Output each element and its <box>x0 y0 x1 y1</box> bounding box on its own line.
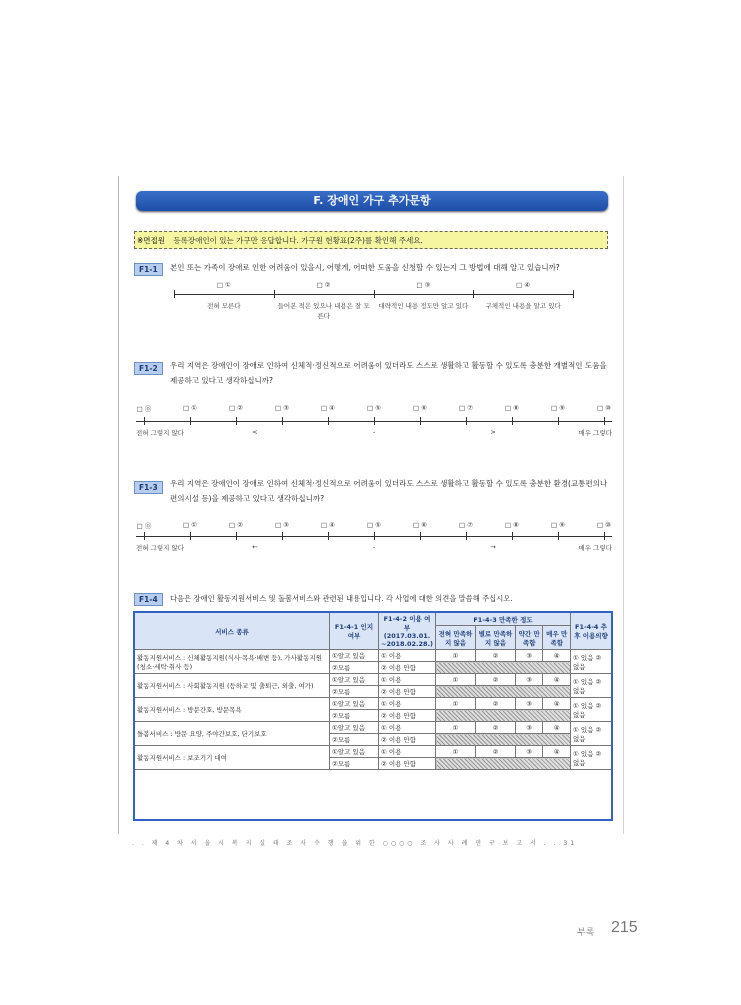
option-checkbox[interactable]: □ ③ <box>274 521 290 529</box>
scale-anchor-label: 매우 그렇다 <box>578 429 612 437</box>
table-row <box>135 674 612 686</box>
satisfaction-option[interactable]: ① <box>436 650 476 662</box>
awareness-option[interactable]: ②모름 <box>330 758 379 770</box>
right-border <box>623 176 624 834</box>
scale-anchor-label: 매우 그렇다 <box>578 544 612 552</box>
note-text: 등록장애인이 있는 가구만 응답합니다. 가구원 현황표(2주)를 확인해 주세요. <box>173 236 423 245</box>
left-border <box>118 176 119 834</box>
satisfaction-option[interactable]: ④ <box>543 722 571 734</box>
satisfaction-option[interactable]: ① <box>436 674 476 686</box>
satisfaction-option[interactable]: ③ <box>515 746 543 758</box>
option-checkbox[interactable]: □ ② <box>316 281 331 289</box>
note-tag: ※면접원 <box>137 236 166 245</box>
scale-anchor-label: 구체적인 내용을 알고 있다 <box>485 302 561 310</box>
satisfaction-option[interactable]: ② <box>475 698 515 710</box>
satisfaction-option[interactable]: ① <box>436 746 476 758</box>
service-name-cell: 활동지원서비스 : 보조기기 대여 <box>135 746 330 770</box>
option-checkbox[interactable]: □ ⑨ <box>550 521 566 529</box>
usage-option[interactable]: ① 이용 <box>379 722 436 734</box>
scale-tick <box>190 532 191 540</box>
awareness-option[interactable]: ①알고 있음 <box>330 698 379 710</box>
satisfaction-option[interactable]: ③ <box>515 722 543 734</box>
option-checkbox[interactable]: □ ② <box>228 521 244 529</box>
usage-option[interactable]: ① 이용 <box>379 746 436 758</box>
scale-tick <box>604 532 605 540</box>
header-sat-2: 별로 만족하지 않음 <box>475 626 515 650</box>
question-text-f1-1: 본인 또는 가족이 장애로 인한 어려움이 있을시, 어떻게, 어떠한 도움을 신청할 수 있는지 그 방법에 대해 알고 있습니까? <box>170 263 560 272</box>
scale-anchor-label: 전혀 그렇지 않다 <box>136 544 185 552</box>
awareness-option[interactable]: ①알고 있음 <box>330 674 379 686</box>
service-name-cell: 활동지원서비스 : 사회활동지원 (등하교 및 출퇴근, 외출, 여가) <box>135 674 330 698</box>
section-title: F. 장애인 가구 추가문항 <box>136 191 608 211</box>
option-checkbox[interactable]: □ ④ <box>320 521 336 529</box>
scale-tick <box>236 532 237 540</box>
awareness-option[interactable]: ①알고 있음 <box>330 722 379 734</box>
question-label-f1-1: F1-1 <box>134 263 163 276</box>
table-row <box>135 746 612 758</box>
option-checkbox[interactable]: □ ⑦ <box>458 521 474 529</box>
option-checkbox[interactable]: □ ⑤ <box>366 404 382 412</box>
intent-option[interactable]: ① 있음 ② 없음 <box>571 746 612 770</box>
header-sat-1: 전혀 만족하지 않음 <box>436 626 476 650</box>
scale-tick <box>144 532 145 540</box>
satisfaction-option[interactable]: ③ <box>515 650 543 662</box>
awareness-option[interactable]: ②모름 <box>330 686 379 698</box>
intent-option[interactable]: ① 있음 ② 없음 <box>571 698 612 722</box>
scale-tick <box>374 417 375 425</box>
question-label-f1-2: F1-2 <box>134 362 163 375</box>
scale-tick <box>604 417 605 425</box>
usage-option[interactable]: ② 이용 안함 <box>379 686 436 698</box>
scale-tick <box>282 417 283 425</box>
header-awareness: F1-4-1 인지 여부 <box>330 613 379 650</box>
scale-tick <box>420 417 421 425</box>
scale-tick <box>282 532 283 540</box>
hatched-cell <box>436 710 571 722</box>
table-row <box>135 650 612 662</box>
scale-tick <box>174 290 175 298</box>
scale-tick <box>420 532 421 540</box>
scale-anchor-label: > <box>490 428 496 436</box>
scale-tick <box>328 532 329 540</box>
scale-anchor-label: 대략적인 내용 정도만 알고 있다 <box>378 302 469 310</box>
question-label-f1-4: F1-4 <box>134 593 163 606</box>
usage-option[interactable]: ① 이용 <box>379 698 436 710</box>
scale-anchor-label: ← <box>252 543 258 551</box>
scale-anchor-label: < <box>252 428 258 436</box>
usage-option[interactable]: ② 이용 안함 <box>379 734 436 746</box>
intent-option[interactable]: ① 있음 ② 없음 <box>571 650 612 674</box>
interviewer-note <box>134 231 608 249</box>
scale-tick <box>374 532 375 540</box>
header-sat-4: 매우 만족함 <box>543 626 571 650</box>
scale-tick <box>274 290 275 298</box>
usage-option[interactable]: ② 이용 안함 <box>379 662 436 674</box>
scale-tick <box>374 290 375 298</box>
hatched-cell <box>436 734 571 746</box>
usage-option[interactable]: ② 이용 안함 <box>379 758 436 770</box>
satisfaction-option[interactable]: ④ <box>543 746 571 758</box>
page-footer: . . 제 4 차 서 울 시 복 지 실 태 조 사 수 행 을 위 한 ○○○○ 조 사 사 례 연 구 보 고 서 . . 31 <box>132 840 578 847</box>
intent-option[interactable]: ① 있음 ② 없음 <box>571 722 612 746</box>
hatched-cell <box>436 686 571 698</box>
satisfaction-option[interactable]: ③ <box>515 698 543 710</box>
awareness-option[interactable]: ②모름 <box>330 662 379 674</box>
scale-anchor-label: → <box>490 543 496 551</box>
option-checkbox[interactable]: □ ⑦ <box>458 404 474 412</box>
option-checkbox[interactable]: □ ⑧ <box>504 521 520 529</box>
intent-option[interactable]: ① 있음 ② 없음 <box>571 674 612 698</box>
scale-tick <box>466 532 467 540</box>
scale-anchor-label: - <box>372 428 376 436</box>
scale-anchor-label: - <box>372 543 376 551</box>
table-row <box>135 722 612 734</box>
scale-tick <box>144 417 145 425</box>
usage-option[interactable]: ① 이용 <box>379 650 436 662</box>
satisfaction-option[interactable]: ② <box>475 650 515 662</box>
awareness-option[interactable]: ①알고 있음 <box>330 650 379 662</box>
scale-tick <box>473 290 474 298</box>
scale-tick <box>558 532 559 540</box>
service-name-cell: 활동지원서비스 : 방문간호, 방문목욕 <box>135 698 330 722</box>
scale-anchor-label: 들어본 적은 있으나 내용은 잘 모른다 <box>277 302 370 320</box>
option-checkbox[interactable]: □ ④ <box>516 281 531 289</box>
satisfaction-option[interactable]: ④ <box>543 698 571 710</box>
question-text-f1-4: 다음은 장애인 활동지원서비스 및 돌봄서비스와 관련된 내용입니다. 각 사업에 대한 의견을 말씀해 주십시오. <box>170 594 513 603</box>
scale-tick <box>328 417 329 425</box>
satisfaction-option[interactable]: ② <box>475 746 515 758</box>
option-checkbox[interactable]: □ ⑧ <box>504 404 520 412</box>
header-satisfaction: F1-4-3 만족한 정도 <box>436 613 571 626</box>
service-name-cell: 활동지원서비스 : 신체활동지원(식사·목욕·배변 등), 가사활동지원(청소·세탁·취사 등) <box>135 650 330 674</box>
question-label-f1-3: F1-3 <box>134 481 163 494</box>
usage-option[interactable]: ① 이용 <box>379 674 436 686</box>
option-checkbox[interactable]: □ ⑤ <box>366 521 382 529</box>
satisfaction-option[interactable]: ① <box>436 698 476 710</box>
option-checkbox[interactable]: □ ⓪ <box>136 522 152 530</box>
option-checkbox[interactable]: □ ③ <box>416 281 431 289</box>
question-text-f1-3: 우리 지역은 장애인이 장애로 인하여 신체적·정신적으로 어려움이 있더라도 스스로 생활하고 활동할 수 있도록 충분한 환경(교통편의나 편의시설 등)을 제공하고 있다고 생각하십니까? <box>170 479 608 503</box>
scale-tick <box>190 417 191 425</box>
option-checkbox[interactable]: □ ① <box>182 521 198 529</box>
awareness-option[interactable]: ②모름 <box>330 734 379 746</box>
service-table <box>134 612 612 770</box>
header-sat-3: 약간 만족함 <box>515 626 543 650</box>
option-checkbox[interactable]: □ ⑥ <box>412 404 428 412</box>
scale-anchor-label: 전혀 그렇지 않다 <box>136 429 185 437</box>
scale-tick <box>512 532 513 540</box>
hatched-cell <box>436 758 571 770</box>
option-checkbox[interactable]: □ ① <box>182 404 198 412</box>
option-checkbox[interactable]: □ ⑩ <box>596 521 612 529</box>
scale-tick <box>558 417 559 425</box>
question-text-f1-2: 우리 지역은 장애인이 장애로 인하여 신체적·정신적으로 어려움이 있더라도 스스로 생활하고 활동할 수 있도록 충분한 개별적인 도움을 제공하고 있다고 생각하십니까? <box>170 361 607 385</box>
hatched-cell <box>436 662 571 674</box>
option-checkbox[interactable]: □ ⑥ <box>412 521 428 529</box>
option-checkbox[interactable]: □ ④ <box>320 404 336 412</box>
page-label: 부록 <box>577 928 595 938</box>
satisfaction-option[interactable]: ② <box>475 674 515 686</box>
option-checkbox[interactable]: □ ② <box>228 404 244 412</box>
satisfaction-option[interactable]: ① <box>436 722 476 734</box>
satisfaction-option[interactable]: ② <box>475 722 515 734</box>
option-checkbox[interactable]: □ ⓪ <box>136 405 152 413</box>
service-name-cell: 돌봄서비스 : 방문 요양, 주야간보호, 단기보호 <box>135 722 330 746</box>
scale-tick <box>236 417 237 425</box>
scale-tick <box>466 417 467 425</box>
option-checkbox[interactable]: □ ③ <box>274 404 290 412</box>
option-checkbox[interactable]: □ ⑨ <box>550 404 566 412</box>
page-number: 215 <box>611 919 638 936</box>
table-row <box>135 698 612 710</box>
scale-anchor-label: 전혀 모른다 <box>207 302 241 310</box>
usage-option[interactable]: ② 이용 안함 <box>379 710 436 722</box>
satisfaction-option[interactable]: ④ <box>543 650 571 662</box>
option-checkbox[interactable]: □ ① <box>216 281 231 289</box>
header-usage: F1-4-2 이용 여부 (2017.03.01. ~2018.02.28.) <box>379 613 436 650</box>
satisfaction-option[interactable]: ④ <box>543 674 571 686</box>
scale-tick <box>573 290 574 298</box>
option-checkbox[interactable]: □ ⑩ <box>596 404 612 412</box>
awareness-option[interactable]: ①알고 있음 <box>330 746 379 758</box>
awareness-option[interactable]: ②모름 <box>330 710 379 722</box>
header-intent: F1-4-4 추후 이용의향 <box>571 613 612 650</box>
scale-tick <box>512 417 513 425</box>
header-service: 서비스 종류 <box>135 613 330 650</box>
satisfaction-option[interactable]: ③ <box>515 674 543 686</box>
